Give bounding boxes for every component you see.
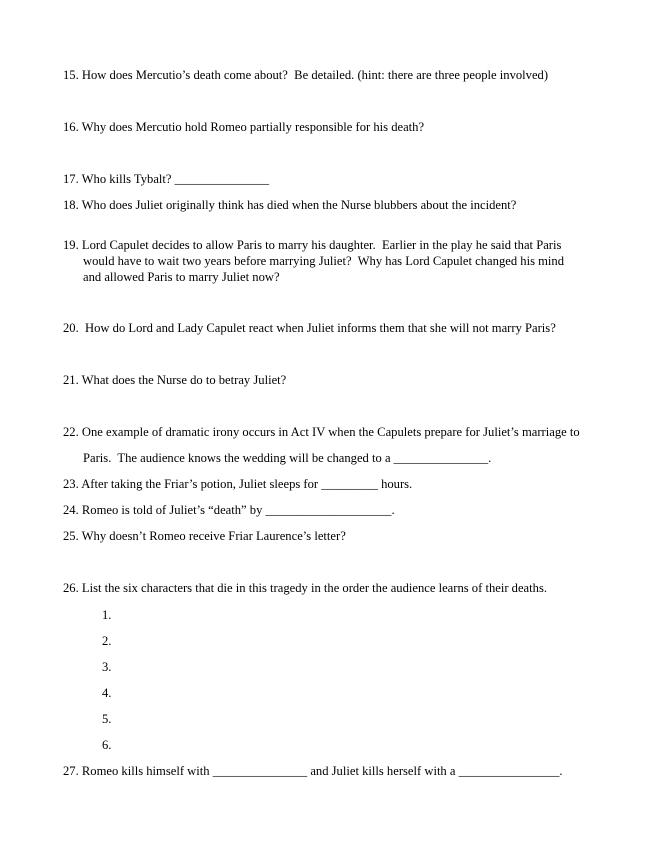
list-item-4: 4. [102, 686, 112, 700]
question-24: 24. Romeo is told of Juliet’s “death” by ____________________. [63, 503, 395, 517]
list-item-3: 3. [102, 660, 112, 674]
list-item-1: 1. [102, 608, 112, 622]
question-21: 21. What does the Nurse do to betray Juliet? [63, 373, 287, 387]
question-26: 26. List the six characters that die in this tragedy in the order the audience learns of their deaths. [63, 581, 547, 595]
question-16: 16. Why does Mercutio hold Romeo partially responsible for his death? [63, 120, 425, 134]
list-item-5: 5. [102, 712, 112, 726]
list-item-6: 6. [102, 738, 112, 752]
question-18: 18. Who does Juliet originally think has died when the Nurse blubbers about the incident? [63, 198, 517, 212]
question-25: 25. Why doesn’t Romeo receive Friar Laurence’s letter? [63, 529, 346, 543]
question-23: 23. After taking the Friar’s potion, Juliet sleeps for _________ hours. [63, 477, 413, 491]
question-20: 20. How do Lord and Lady Capulet react when Juliet informs them that she will not marry Paris? [63, 321, 556, 335]
question-19-line-2: would have to wait two years before marrying Juliet? Why has Lord Capulet changed his mind [83, 254, 565, 268]
list-item-2: 2. [102, 634, 112, 648]
question-15: 15. How does Mercutio’s death come about? Be detailed. (hint: there are three people involved) [63, 68, 549, 82]
question-19-line-3: and allowed Paris to marry Juliet now? [83, 270, 280, 284]
question-22-line-2: Paris. The audience knows the wedding will be changed to a _______________. [83, 451, 492, 465]
question-19-line-1: 19. Lord Capulet decides to allow Paris to marry his daughter. Earlier in the play he said that Paris [63, 238, 562, 252]
question-17: 17. Who kills Tybalt? _______________ [63, 172, 270, 186]
question-22-line-1: 22. One example of dramatic irony occurs in Act IV when the Capulets prepare for Juliet’s marriage to [63, 425, 580, 439]
question-27: 27. Romeo kills himself with _______________ and Juliet kills herself with a ________________. [63, 764, 563, 778]
